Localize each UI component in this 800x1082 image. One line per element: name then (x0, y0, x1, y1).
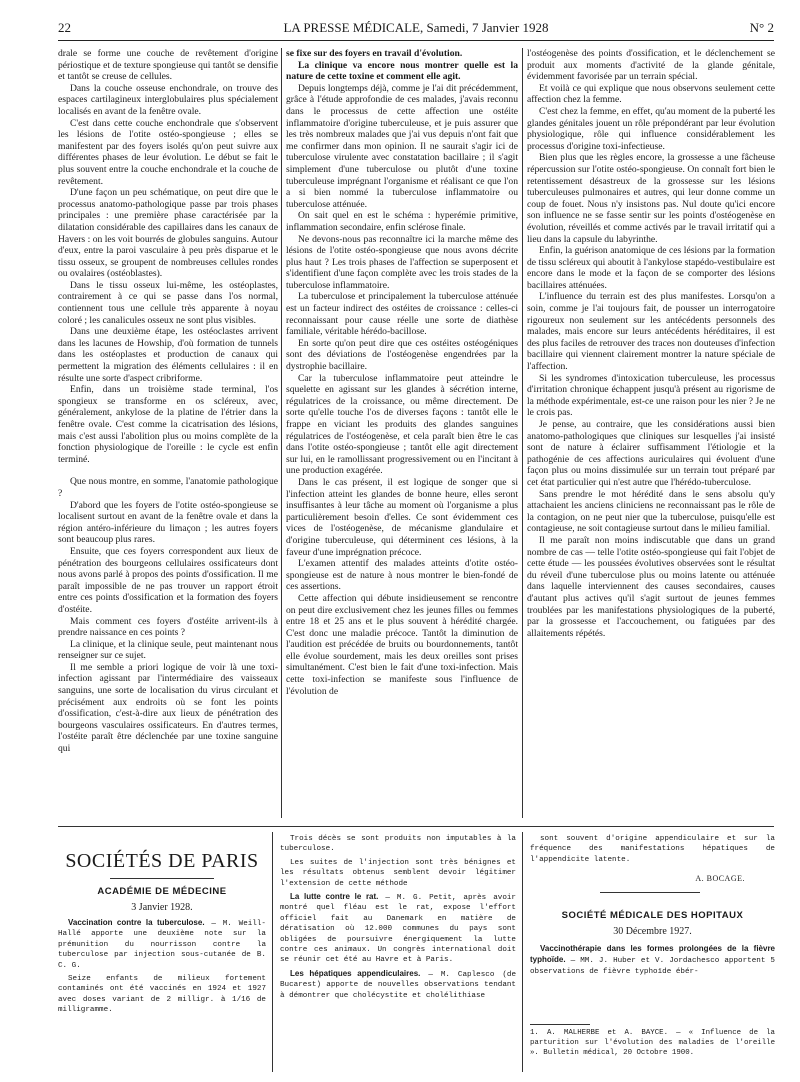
report-text: — M. G. Petit, après avoir montré quel fléau est le rat, expose l'effort officiel fait au Danemark en matière de dératisation où 12.000 communes du pays sont obligées de poursuivre énergiquement la lutte contre ces animaux. Un congrès international doit se réunir cet été au Havre et à Paris. (280, 894, 516, 965)
column-divider (522, 48, 523, 818)
paragraph: se fixe sur des foyers en travail d'évolution. (286, 48, 463, 59)
article-column-1 (58, 48, 278, 818)
paragraph: Cette affection qui débute insidieusement se rencontre on peut dire exclusivement chez les jeunes filles ou femmes entre 18 et 25 ans et le plus souvent à hérédité chargée. C'est donc une maladie précoce. Tantôt la diminution de l'audition est précédée de bruits ou bourdonnements, tantôt elle évolue sourdement, mais les deux oreilles sont prises simultanément. C'est bien le fait d'une toxi-infection. Mais cette toxi-infection se manifeste sous l'influence de l'évolution de (286, 592, 518, 697)
paragraph: D'abord que les foyers de l'otite ostéo-spongieuse se localisent surtout en avant de la fenêtre ovale et dans la région antéro-inférieure du limaçon ; les autres foyers sont beaucoup plus rares. (58, 499, 278, 546)
report-paragraph (58, 918, 266, 971)
academie-heading: ACADÉMIE DE MÉDECINE (97, 886, 227, 897)
paragraph: Mais comment ces foyers d'ostéite arrivent-ils à prendre naissance en ces points ? (58, 615, 278, 639)
publication-title: LA PRESSE MÉDICALE, Samedi, 7 Janvier 1928 (283, 20, 549, 35)
paragraph: Il me paraît non moins indiscutable que dans un grand nombre de cas — telle l'otite ostéo-spongieuse qui fait l'objet de cette étude — les poussées évolutives observées sont le résultat du réveil d'une tuberculose plus ou moins latente ou atténuée dans laquelle interviennent des causes secondaires, causes d'autant plus actives qu'il s'agit surtout de jeunes femmes troublées par les manifestations physiologiques de la puberté, par la grossesse et l'accouchement, ou fatiguées par des allaitements répétés. (527, 534, 775, 639)
paragraph: La tuberculose et principalement la tuberculose atténuée est un facteur indirect des ostéites de croissance : celles-ci reconnaissant pour cause réelle une sorte de diathèse familiale, véritable hérédo-bacillose. (286, 291, 518, 338)
paragraph: Que nous montre, en somme, l'anatomie pathologique ? (58, 476, 278, 499)
report-text: — M. Caplesco (de Bucarest) apporte de nouvelles observations tendant à démontrer que cholécystite et cholélithiase (280, 970, 516, 1000)
footnote-rule (530, 1024, 590, 1025)
paragraph: Je pense, au contraire, que les considérations aussi bien anatomo-pathologiques que cliniques sur lesquelles j'ai insisté sont de nature à éclairer suffisamment l'étiologie et la pathogénie de ces affections auriculaires qui évoluent d'une façon plus ou moins dissimulée sur un terrain tout préparé par cet état particulier qui n'est autre que l'hérédo-tuberculose. (527, 419, 775, 488)
footnote: 1. A. MALHERBE et A. BAYCE. — « Influence de la parturition sur l'évolution des maladies de l'oreille ». Bulletin médical, 20 Octobre 1900. (530, 1029, 775, 1057)
paragraph: Dans le tissu osseux lui-même, les ostéoplastes, contrairement à ce qui se passe dans l'os normal, contiennent tous une cellule très apparente à noyau coloré ; les canalicules osseux ne sont plus visibles. (58, 279, 278, 326)
paragraph: Enfin, la guérison anatomique de ces lésions par la formation de tissu scléreux qui aboutit à l'ankylose stapédo-vestibulaire est encore dans le mode et la façon de se comporter des lésions bacillaires atténuées. (527, 245, 775, 291)
paragraph: C'est chez la femme, en effet, qu'au moment de la puberté les glandes génitales jouent un rôle prépondérant par leur évolution physiologique, rôle qui influence considérablement les processus d'origine toxi-infectieuse. (527, 105, 775, 152)
title-underline (110, 878, 214, 879)
article-column-2 (286, 48, 518, 818)
report-text: — MM. J. Huber et V. Jordachesco apportent 5 observations de fièvre typhoïde ébér- (530, 957, 775, 976)
paragraph: Il me semble a priori logique de voir là une toxi-infection agissant par l'intermédiaire des vaisseaux sanguins, une sorte de localisation du virus circulant et précisément aux endroits où se font les points d'ossification, c'est-à-dire aux lieux de pénétration des bourgeons vasculaires ossificateurs. En d'autres termes, l'ostéite paraît être déclenchée par une toxine sanguine qui (58, 661, 278, 755)
page-header (58, 20, 774, 41)
academie-date: 3 Janvier 1928. (131, 902, 193, 913)
paragraph: Bien plus que les règles encore, la grossesse a une fâcheuse répercussion sur l'otite ostéo-spongieuse. On connaît fort bien le retentissement désastreux de la grossesse sur les lésions tuberculeuses pulmonaires et autres, qui leur donne comme un coup de fouet. Nous n'y insistons pas. Nul doute qu'ici encore son influence ne se fasse sentir sur les points d'ostéogenèse en évolution, réveillés et comme activés par le travail irritatif qui a lieu dans la capsule du labyrinthe. (527, 152, 775, 245)
paragraph: Dans la couche osseuse enchondrale, on trouve des espaces cartilagineux interglobulaires plus spécialement localisés en avant de la fenêtre ovale. (58, 82, 278, 117)
report-paragraph: sont souvent d'origine appendiculaire et sur la fréquence des manifestations hépatiques de l'appendicite latente. (530, 835, 775, 864)
report-paragraph (530, 944, 775, 977)
paragraph: Et voilà ce qui explique que nous observons seulement cette affection chez la femme. (527, 82, 775, 106)
paragraph: L'examen attentif des malades atteints d'otite ostéo-spongieuse est de nature à nous montrer le bien-fondé de ces assertions. (286, 558, 518, 593)
column-divider (272, 832, 273, 1072)
column-divider (281, 48, 282, 818)
report-paragraph (280, 892, 516, 966)
paragraph: Sans prendre le mot hérédité dans le sens absolu qu'y attachaient les anciens cliniciens ne reconnaissant pas le rôle de la contagion, on ne peut nier que la tuberculose, puisqu'elle est contagieuse, ne soit contagieuse surtout dans le milieu familial. (527, 488, 775, 535)
hopitaux-report (530, 944, 775, 980)
paragraph: La clinique, et la clinique seule, peut maintenant nous renseigner sur ce sujet. (58, 638, 278, 662)
paragraph: l'ostéogenèse des points d'ossification, et le déclenchement se produit aux moments d'activité de la glande génitale, évidemment favorisée par un terrain spécial. (527, 48, 775, 83)
report-text: — M. Weill-Hallé apporte une deuxième note sur la prémunition du nourrisson contre la tuberculose par injection sous-cutanée de B. C. G. (58, 920, 266, 970)
report-paragraph (280, 969, 516, 1001)
paragraph: Car la tuberculose inflammatoire peut atteindre le squelette en agissant sur les glandes à sécrétion interne, régulatrices de la croissance, ou même directement. De sorte qu'elle touche l'os de diverses façons : tantôt elle le frappe en viciant les produits des glandes sanguines régulatrices de l'ostéogenèse, et cela paraît bien être le cas dans l'otite ostéo-spongieuse ; tantôt elle agit directement sur lui, en le ramollissant progressivement ou en l'incitant à une production exagérée. (286, 372, 518, 477)
report-paragraph: Trois décès se sont produits non imputables à la tuberculose. (280, 835, 516, 854)
section-divider (58, 826, 774, 827)
paragraph: La clinique va encore nous montrer quelle est la nature de cette toxine et comment elle agit. (286, 59, 518, 83)
hopitaux-heading: SOCIÉTÉ MÉDICALE DES HOPITAUX (561, 910, 744, 921)
academie-report (58, 918, 266, 1068)
report-paragraph: Les suites de l'injection sont très bénignes et les résultats obtenus semblent devoir légitimer l'extension de cette méthode (280, 858, 516, 888)
middle-report-column (280, 834, 516, 1068)
paragraph: Ne devons-nous pas reconnaître ici la marche même des lésions de l'otite ostéo-spongieuse que nous avons décrite plus haut ? Les trois phases de l'affection se superposent et s'identifient d'une façon complète avec les trois stades de la tuberculose inflammatoire. (286, 233, 518, 291)
article-column-3 (527, 48, 775, 818)
report-title: Vaccinothérapie dans les formes prolongées de la fièvre typhoïde. (530, 944, 775, 965)
author-signature: A. BOCAGE. (695, 874, 745, 883)
paragraph: En sorte qu'on peut dire que ces ostéites ostéogéniques sont des déviations de l'ostéogenèse engendrées par la dystrophie bacillaire. (286, 337, 518, 373)
hopitaux-date: 30 Décembre 1927. (613, 926, 692, 937)
paragraph: Si les syndromes d'intoxication tuberculeuse, les processus d'irritation chronique échappent jusqu'à présent au rigorisme de la méthode expérimentale, est-ce une raison pour les nier ? Je ne le crois pas. (527, 372, 775, 419)
page-number: 22 (58, 20, 71, 35)
paragraph: drale se forme une couche de revêtement d'origine périostique et de texture spongieuse qui tantôt se densifie et tantôt se creuse de cellules. (58, 48, 278, 83)
paragraph: Dans une deuxième étape, les ostéoclastes arrivent dans les lacunes de Howship, d'où formation de tunnels dans les ostéoplastes et production de canaux qui permettent la migration des éléments cellulaires : il en résulte une sorte d'aspect cribriforme. (58, 326, 278, 384)
report-title: La lutte contre le rat. (290, 892, 379, 902)
section-title: SOCIÉTÉS DE PARIS (65, 850, 259, 872)
report-title: Les hépatiques appendiculaires. (290, 968, 421, 978)
issue-number: N° 2 (749, 20, 774, 35)
signature-rule (600, 892, 700, 893)
paragraph: Depuis longtemps déjà, comme je l'ai dit précédemment, grâce à l'étude approfondie de ces malades, j'avais reconnu dans le processus de cette affection une ostéite inflammatoire d'origine tuberculeuse, et je puis assurer que les très nombreux malades que j'ai vus depuis n'ont fait que me confirmer dans mon opinion. Il ne saurait s'agir ici de tuberculose virulente avec constatation bacillaire ; il s'agit simplement d'une tuberculose ou plutôt d'une toxine tuberculeuse imprégnant l'organisme et réalisant ce que l'on a si bien nommé la tuberculose inflammatoire ou tuberculose atténuée. (286, 82, 518, 210)
report-paragraph: Seize enfants de milieux fortement contaminés ont été vaccinés en 1924 et 1927 avec doses variant de 2 milligr. à 1/16 de milligramme. (58, 975, 266, 1015)
paragraph: D'une façon un peu schématique, on peut dire que le processus anatomo-pathologique passe par trois phases principales : une première phase caractérisée par la dilatation considérable des capillaires dans les canaux de Havers : on les voit bourrés de globules sanguins. Autour d'eux, entre la paroi vasculaire à peu près disparue et le tissu osseux, se groupent de nombreuses cellules rondes ou ovalaires (ostéoblastes). (58, 187, 278, 280)
report-title: Vaccination contre la tuberculose. (68, 918, 205, 927)
paragraph: Dans le cas présent, il est logique de songer que si l'infection atteint les glandes de bonne heure, elles seront insuffisantes à leur tâche au moment où l'organisme a plus particulièrement besoin d'elles. Ce sont évidemment ces vices de l'ostéogenèse, de mécanisme glandulaire et d'origine tuberculeuse, qui déterminent ces lésions, à la faveur d'une imprégnation précoce. (286, 476, 518, 558)
paragraph: On sait quel en est le schéma : hyperémie primitive, inflammation secondaire, enfin sclérose finale. (286, 210, 518, 233)
paragraph: C'est dans cette couche enchondrale que s'observent les lésions de l'otite ostéo-spongieuse ; elles se manifestent par des foyers isolés qu'on peut suivre aux différentes phases de leur évolution. Le début se fait le plus souvent entre la couche enchondrale et la couche de revêtement. (58, 117, 278, 187)
paragraph: Enfin, dans un troisième stade terminal, l'os spongieux se transforme en os scléreux, avec, généralement, ankylose de la platine de l'étrier dans la fenêtre ovale. C'est comme la cicatrisation des lésions, mais c'est aussi l'abolition plus ou moins complète de la fonction physiologique de l'oreille : le cycle est enfin terminé. (58, 384, 278, 465)
paragraph: L'influence du terrain est des plus manifestes. Lorsqu'on a soin, comme je l'ai toujours fait, de pousser un interrogatoire rigoureux non seulement sur les antécédents personnels des malades, mais encore sur leurs antécédents héréditaires, il est des plus faciles de retrouver des traces non douteuses d'infection bacillaire qui viennent clairement montrer la nature spéciale de l'affection. (527, 291, 775, 373)
column-divider (522, 832, 523, 1072)
paragraph: Ensuite, que ces foyers correspondent aux lieux de pénétration des bourgeons cellulaires ossificateurs dont nous avons parlé à propos des points d'ossification. Il me paraît impossible de ne pas trouver un rapport étroit entre ces points d'ossification et la formation des foyers d'ostéite. (58, 545, 278, 615)
